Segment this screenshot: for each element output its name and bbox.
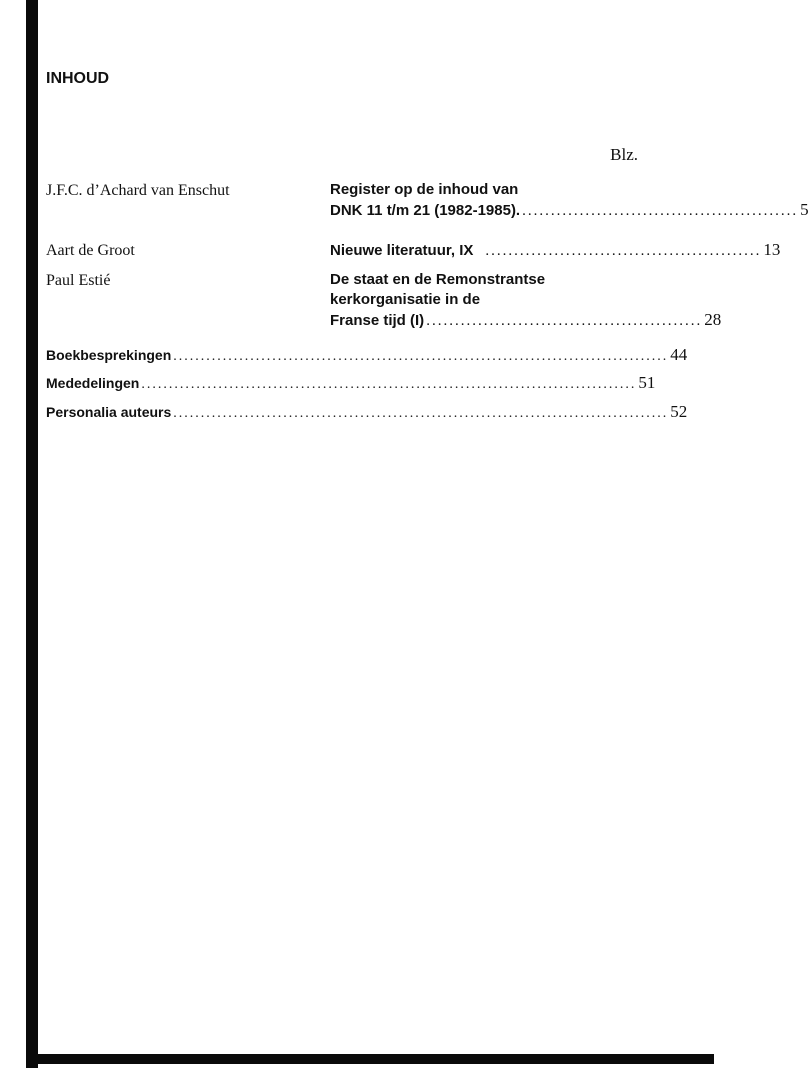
entry-title-text: Nieuwe literatuur, IX bbox=[330, 242, 474, 259]
entry-title-line: Register op de inhoud van bbox=[330, 181, 519, 198]
section-label: Boekbesprekingen bbox=[46, 347, 172, 363]
dot-leader: ................................................ bbox=[485, 243, 762, 259]
page-column-label: Blz. bbox=[610, 145, 638, 164]
entry-title bbox=[330, 180, 809, 221]
toc-section-row bbox=[46, 402, 688, 422]
section-label: Personalia auteurs bbox=[46, 404, 172, 420]
entry-author: Aart de Groot bbox=[46, 242, 135, 259]
entry-author: Paul Estié bbox=[46, 272, 111, 289]
toc-section-row bbox=[46, 373, 656, 393]
entry-page-number: 13 bbox=[763, 240, 781, 259]
dot-leader: .......................................................................................... bbox=[141, 377, 637, 392]
entry-title bbox=[330, 270, 722, 331]
dot-leader: ................................................ bbox=[426, 313, 703, 329]
dot-leader: .......................................................................................... bbox=[173, 349, 669, 364]
section-label: Mededelingen bbox=[46, 375, 140, 391]
section-page-number: 51 bbox=[638, 373, 656, 392]
entry-title-line: kerkorganisatie in de bbox=[330, 291, 481, 308]
bottom-border-bar bbox=[26, 1054, 714, 1064]
left-border-bar bbox=[26, 0, 38, 1068]
entry-title bbox=[330, 240, 781, 261]
page-title: INHOUD bbox=[46, 70, 110, 87]
entry-title-text: DNK 11 t/m 21 (1982-1985). bbox=[330, 202, 521, 219]
section-page-number: 44 bbox=[670, 345, 688, 364]
section-page-number: 52 bbox=[670, 402, 688, 421]
entry-title-last-line bbox=[330, 310, 722, 331]
entry-title-last-line bbox=[330, 240, 781, 261]
dot-leader: .......................................................................................... bbox=[173, 406, 669, 421]
entry-title-text: Franse tijd (I) bbox=[330, 312, 425, 329]
dot-leader: ................................................ bbox=[522, 203, 799, 219]
entry-page-number: 5 bbox=[800, 200, 809, 219]
entry-author: J.F.C. d’Achard van Enschut bbox=[46, 182, 230, 199]
toc-section-row bbox=[46, 345, 688, 365]
entry-title-last-line bbox=[330, 200, 809, 221]
entry-title-line: De staat en de Remonstrantse bbox=[330, 271, 546, 288]
entry-page-number: 28 bbox=[704, 310, 722, 329]
